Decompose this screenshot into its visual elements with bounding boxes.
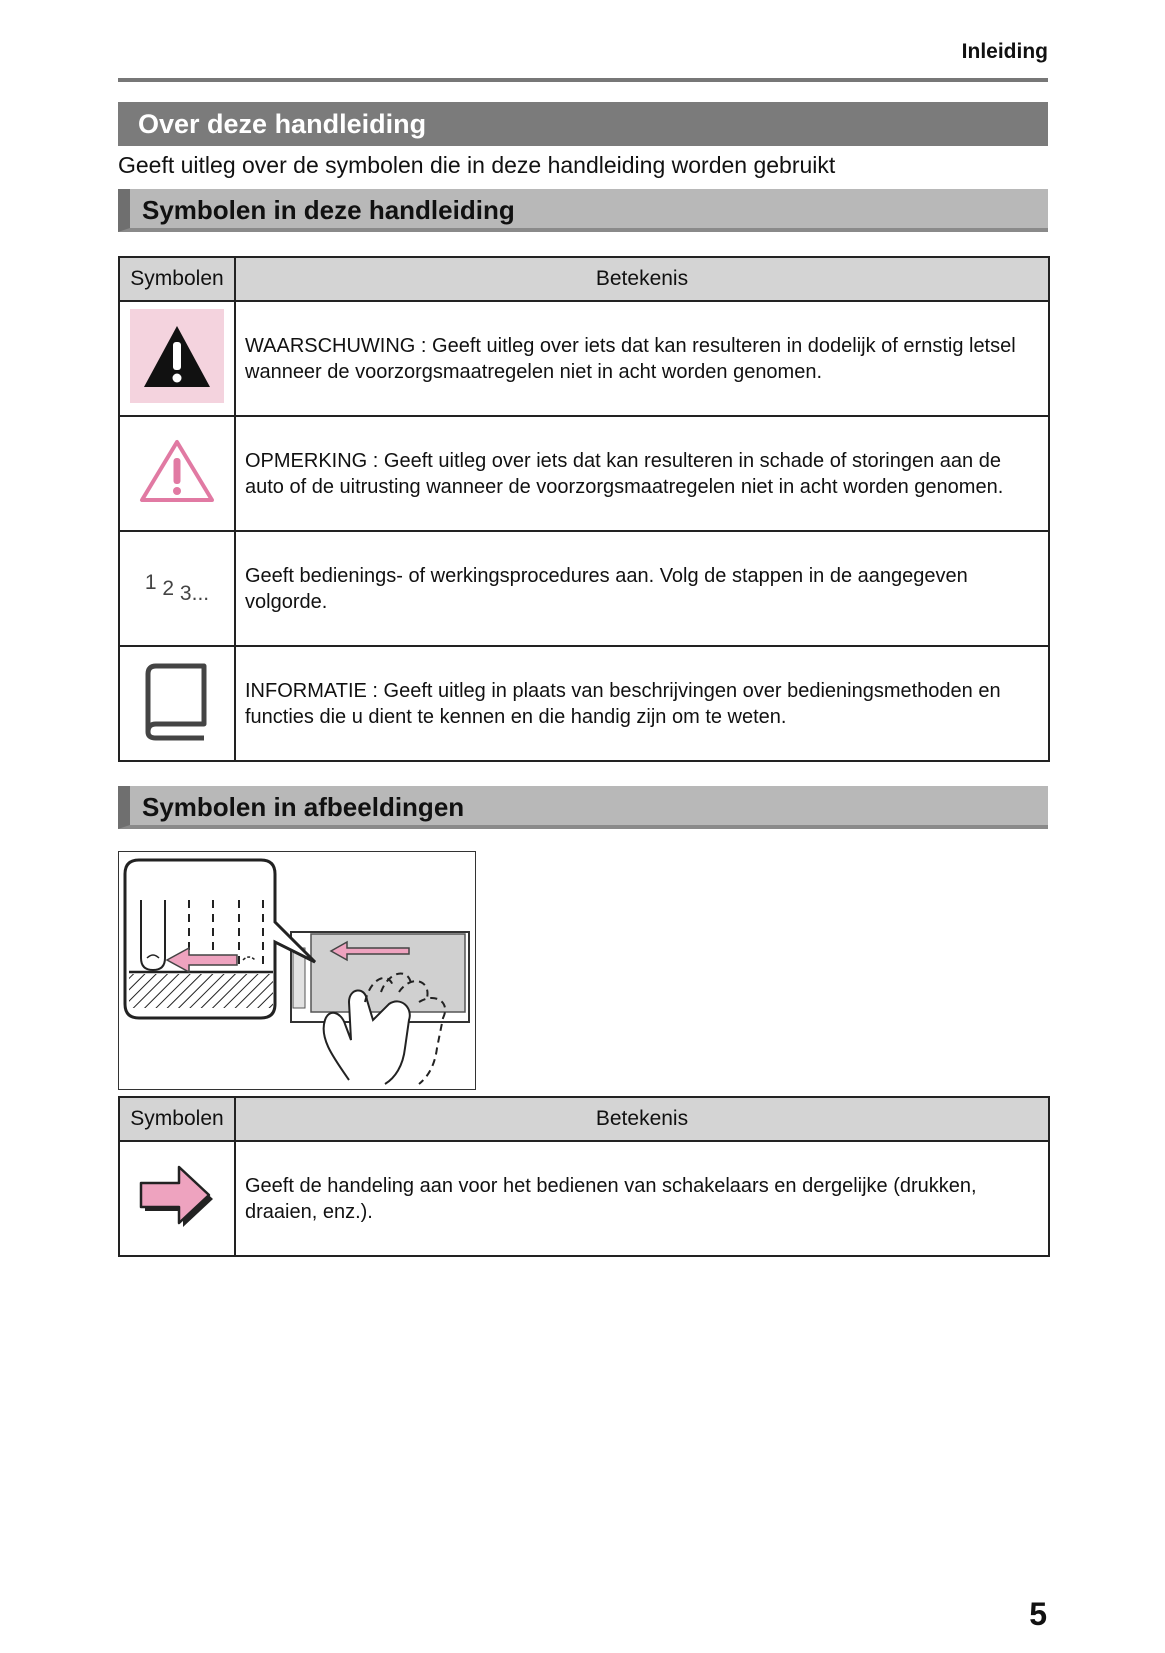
page-number: 5 [1029, 1596, 1047, 1632]
section-header-images [118, 786, 1048, 829]
meaning-cell: Geeft de handeling aan voor het bedienen van schakelaars en dergelijke (drukken, draaien, enz.). [235, 1141, 1049, 1256]
column-header-symbol: Symbolen [119, 257, 235, 301]
header-section-name: Inleiding [961, 40, 1048, 63]
section-title-images: Symbolen in afbeeldingen [142, 792, 465, 822]
meaning-cell: INFORMATIE : Geeft uitleg in plaats van beschrijvingen over bedieningsmethoden en functies die u dient te kennen en die handig zijn om te weten. [235, 646, 1049, 761]
meaning-cell: Geeft bedienings- of werkingsprocedures aan. Volg de stappen in de aangegeven volgorde. [235, 531, 1049, 646]
table-row [119, 416, 1049, 531]
warning-filled-icon [130, 309, 224, 403]
meaning-cell: OPMERKING : Geeft uitleg over iets dat kan resulteren in schade of storingen aan de auto of de uitrusting wanneer de voorzorgsmaatregelen niet in acht worden genomen. [235, 416, 1049, 531]
table-row [119, 301, 1049, 416]
page-header [118, 36, 1048, 82]
symbols-table-images [118, 1096, 1050, 1257]
step-dots: ... [191, 581, 210, 605]
meaning-cell: WAARSCHUWING : Geeft uitleg over iets dat kan resulteren in dodelijk of ernstig letsel wanneer de voorzorgsmaatregelen niet in acht worden genomen. [235, 301, 1049, 416]
symbol-cell [119, 301, 235, 416]
step-number-2: 2 [162, 576, 175, 600]
table-row [119, 646, 1049, 761]
symbol-cell [119, 646, 235, 761]
steps-icon [145, 571, 209, 605]
column-header-meaning: Betekenis [235, 257, 1049, 301]
swipe-gesture-illustration [119, 852, 474, 1088]
intro-text: Geeft uitleg over de symbolen die in deze handleiding worden gebruikt [118, 152, 836, 178]
step-number-1: 1 [144, 570, 157, 594]
symbols-table-manual [118, 256, 1050, 762]
page-title-bar [118, 102, 1048, 146]
swipe-gesture-figure [118, 851, 476, 1090]
section-title-manual: Symbolen in deze handleiding [142, 195, 515, 225]
table-header-row [119, 257, 1049, 301]
table-row [119, 1141, 1049, 1256]
symbol-cell [119, 1141, 235, 1256]
table-header-row [119, 1097, 1049, 1141]
table-row [119, 531, 1049, 646]
symbol-cell [119, 531, 235, 646]
column-header-symbol: Symbolen [119, 1097, 235, 1141]
operation-arrow-icon [137, 1163, 217, 1229]
page-title: Over deze handleiding [138, 109, 427, 139]
book-icon [142, 660, 212, 742]
step-number-3: 3 [179, 581, 192, 605]
column-header-meaning: Betekenis [235, 1097, 1049, 1141]
caution-outline-icon [137, 436, 217, 506]
section-header-manual [118, 189, 1048, 232]
symbol-cell [119, 416, 235, 531]
